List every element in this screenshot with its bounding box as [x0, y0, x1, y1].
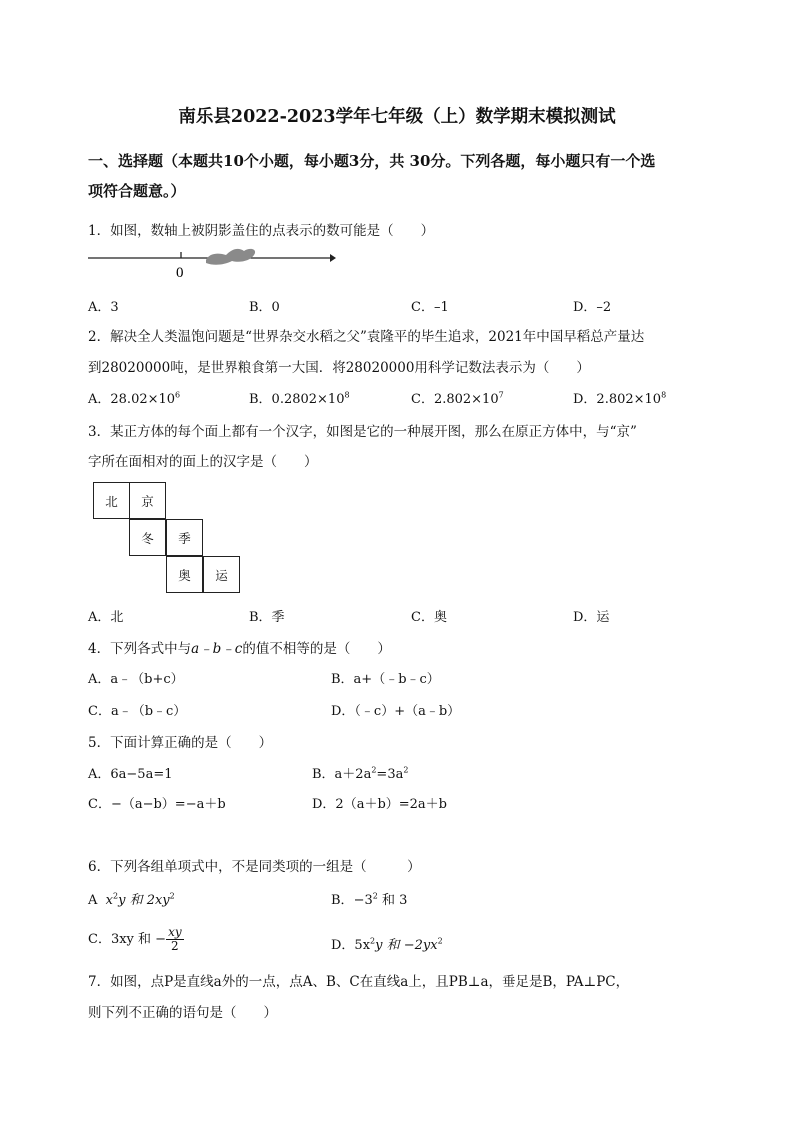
q3-stem-line2: 字所在面相对的面上的汉字是（ ）: [88, 454, 318, 470]
q6-option-a[interactable]: A $x^2y$ 和 $2xy^2$: [88, 891, 175, 908]
q1-stem: 1．如图，数轴上被阴影盖住的点表示的数可能是（ ）: [88, 223, 435, 239]
q4-stem: 4．下列各式中与a﹣b﹣c的值不相等的是（ ）: [88, 641, 391, 657]
q2-stem-line2: 到28020000吨，是世界粮食第一大国．将28020000用科学记数法表示为（ ）: [88, 360, 590, 376]
q6-option-c[interactable]: C．3xy 和 − $\frac{xy}{2}$: [88, 925, 182, 953]
q3-option-b[interactable]: B．季: [249, 610, 285, 625]
q5-stem: 5．下面计算正确的是（ ）: [88, 735, 273, 751]
number-line-figure: [86, 244, 338, 284]
net-cell-ji: 季: [166, 519, 203, 556]
q7-stem-line1: 7．如图，点P是直线a外的一点，点A、B、C在直线a上，且PB⊥a，垂足是B，PA⊥PC，: [88, 974, 630, 990]
q6-stem: 6．下列各组单项式中，不是同类项的一组是（ ）: [88, 859, 421, 875]
fraction-xy-over-2: $\frac{xy}{2}$: [168, 925, 182, 953]
net-cell-jing: 京: [129, 482, 166, 519]
net-cell-dong: 冬: [129, 519, 166, 556]
q1-option-c[interactable]: C．–1: [411, 300, 449, 315]
section-heading-line1: 一、选择题（本题共10个小题，每小题3分，共 30分。下列各题，每小题只有一个选: [88, 152, 656, 170]
q3-stem-line1: 3．某正方体的每个面上都有一个汉字，如图是它的一种展开图，那么在原正方体中，与“京”: [88, 424, 637, 440]
q1-option-b[interactable]: B．0: [249, 300, 280, 315]
q1-option-d[interactable]: D．–2: [573, 300, 612, 315]
net-cell-yun: 运: [203, 556, 240, 593]
q4-option-c[interactable]: C．a﹣（b﹣c）: [88, 704, 187, 719]
net-cell-ao: 奥: [166, 556, 203, 593]
q4-option-d[interactable]: D．（﹣c）+（a﹣b）: [331, 704, 461, 719]
q2-option-d[interactable]: D．$2.802\times 10^8$: [573, 390, 667, 407]
q6-option-b[interactable]: B．$-3^2$ 和 3: [331, 891, 408, 908]
q1-option-a[interactable]: A．3: [88, 300, 119, 315]
q2-option-b[interactable]: B．$0.2802\times 10^8$: [249, 390, 350, 407]
q7-stem-line2: 则下列不正确的语句是（ ）: [88, 1005, 277, 1021]
q5-option-a[interactable]: A．6a−5a=1: [88, 767, 173, 782]
cube-net-figure: [93, 482, 243, 594]
q3-option-c[interactable]: C．奥: [411, 610, 447, 625]
q6-option-d[interactable]: D．$5x^2y$ 和 $-2yx^2$: [331, 936, 443, 953]
q5-option-c[interactable]: C．−（a−b）=−a＋b: [88, 797, 226, 812]
axis-arrowhead: [330, 254, 336, 262]
q3-option-a[interactable]: A．北: [88, 610, 124, 625]
shadow-blot: [206, 249, 255, 265]
q4-option-a[interactable]: A．a﹣（b+c）: [88, 672, 184, 687]
q2-stem-line1: 2．解决全人类温饱问题是“世界杂交水稻之父”袁隆平的毕生追求，2021年中国早稻总产量达: [88, 329, 645, 345]
q4-option-b[interactable]: B．a+（﹣b﹣c）: [331, 672, 440, 687]
origin-label: 0: [176, 265, 184, 281]
section-heading-line2: 项符合题意。）: [88, 182, 186, 200]
q2-option-c[interactable]: C．$2.802\times 10^7$: [411, 390, 504, 407]
page-title: 南乐县2022-2023学年七年级（上）数学期末模拟测试: [178, 107, 616, 127]
net-cell-bei: 北: [93, 482, 130, 519]
q3-option-d[interactable]: D．运: [573, 610, 610, 625]
q5-option-d[interactable]: D．2（a＋b）=2a＋b: [312, 797, 448, 812]
q2-option-a[interactable]: A．$28.02\times 10^6$: [88, 390, 181, 407]
q5-option-b[interactable]: B．$a+2a^2=3a^2$: [312, 765, 409, 782]
